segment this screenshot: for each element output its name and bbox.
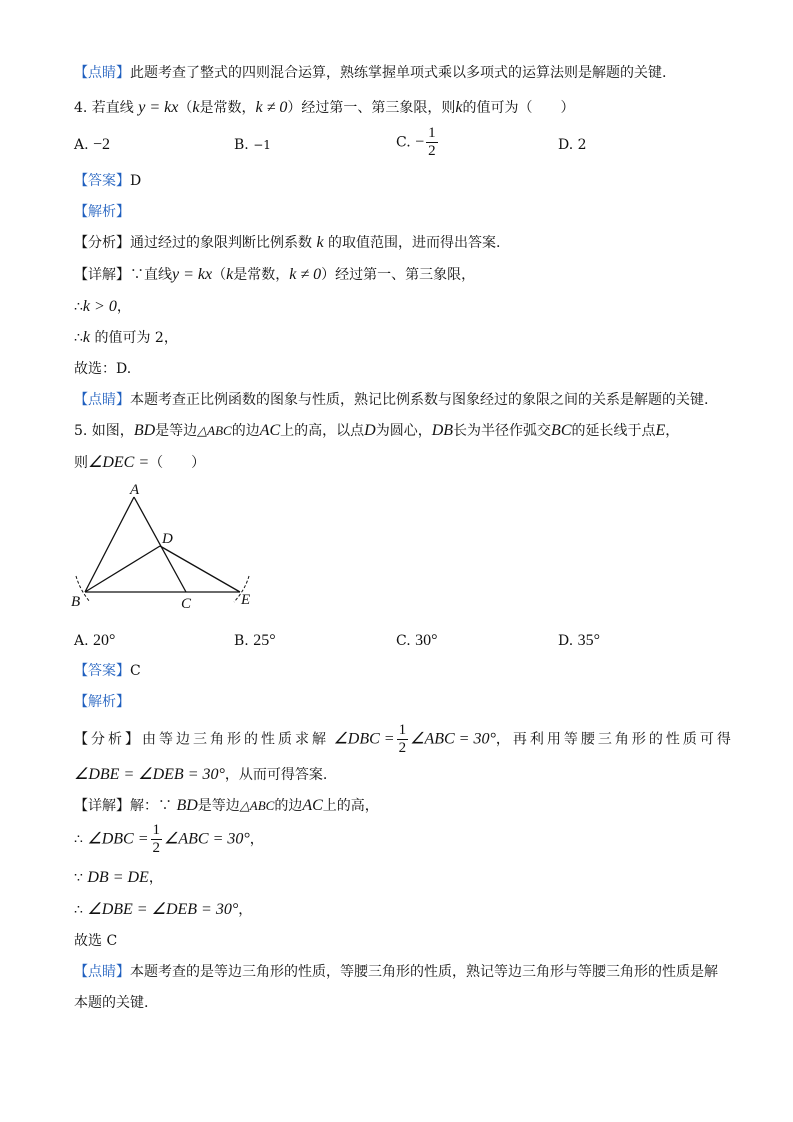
label-d: D xyxy=(162,531,173,547)
summary-line-q3: 【点睛】此题考查了整式的四则混合运算，熟练掌握单项式乘以多项式的运算法则是解题的关键. xyxy=(74,65,667,81)
q5-dianjing-line2: 本题的关键. xyxy=(74,995,149,1011)
triangle-figure xyxy=(66,480,266,615)
q4-option-c: C. − $\frac{1}{2}$ xyxy=(396,125,436,159)
label-c: C xyxy=(181,596,192,612)
q4-detail: 【详解】∵直线y = kx（k是常数，k ≠ 0）经过第一、第三象限， xyxy=(74,266,476,283)
segment-ac xyxy=(134,497,186,592)
question-5-stem-line1: 5. 如图，BD是等边△ABC的边AC上的高，以点D为圆心，DB长为半径作弧交BC的延长线于点E， xyxy=(74,422,680,439)
q4-step-2: ∴k 的值可为 2， xyxy=(74,329,178,346)
q4-fraction: $\frac{1}{2}$ xyxy=(428,125,436,159)
q4-step-1: ∴k > 0， xyxy=(74,298,131,315)
q5-step-2: ∵ DB = DE， xyxy=(74,869,163,886)
q5-detail: 【详解】解：∵ BD是等边△ABC的边AC上的高， xyxy=(74,797,379,814)
label-b: B xyxy=(71,594,81,610)
q4-fenxi: 【分析】通过经过的象限判断比例系数 k 的取值范围，进而得出答案. xyxy=(74,234,501,251)
q5-answer: 【答案】C xyxy=(74,663,141,679)
q5-option-a: A. 20° xyxy=(74,632,116,649)
q5-fenxi-line2: ∠DBE = ∠DEB = 30°，从而可得答案. xyxy=(74,766,328,783)
q4-dianjing: 【点睛】本题考查正比例函数的图象与性质，熟记比例系数与图象经过的象限之间的关系是解题的关键. xyxy=(74,392,709,408)
q4-option-a: A. −2 xyxy=(74,136,111,153)
q4-option-b: B. −1 xyxy=(234,137,271,153)
q5-step-3: ∴ ∠DBE = ∠DEB = 30°， xyxy=(74,901,253,918)
segment-de xyxy=(160,546,240,592)
q5-option-c: C. 30° xyxy=(396,632,438,649)
q4-answer: 【答案】D xyxy=(74,173,142,189)
q5-step-1: ∴ ∠DBC = $\frac{1}{2}$ ∠ABC = 30°， xyxy=(74,822,264,856)
q5-option-d: D. 35° xyxy=(558,632,601,649)
segment-ab xyxy=(85,497,134,592)
q4-step-3: 故选：D. xyxy=(74,361,132,377)
q5-step-4: 故选 C xyxy=(74,933,118,949)
q4-analysis-heading: 【解析】 xyxy=(74,204,130,220)
label-a: A xyxy=(130,482,140,498)
tag-dianjing: 【点睛】 xyxy=(74,65,130,81)
question-5-stem-line2: 则∠DEC =（ ） xyxy=(74,454,206,471)
question-4-stem: 4. 若直线 y = kx（k是常数，k ≠ 0）经过第一、第三象限，则k的值可为（ ） xyxy=(74,99,575,116)
q5-option-b: B. 25° xyxy=(234,632,276,649)
label-e: E xyxy=(241,592,251,608)
q4-option-d: D. 2 xyxy=(558,137,587,153)
q5-analysis-heading: 【解析】 xyxy=(74,694,130,710)
q5-fenxi-line1: 【分析】由等边三角形的性质求解 ∠DBC = $\frac{1}{2}$ ∠ABC = 30°，再利用等腰三角形的性质可得 xyxy=(74,722,734,756)
q5-dianjing-line1: 【点睛】本题考查的是等边三角形的性质，等腰三角形的性质，熟记等边三角形与等腰三角形的性质是解 xyxy=(74,964,718,980)
